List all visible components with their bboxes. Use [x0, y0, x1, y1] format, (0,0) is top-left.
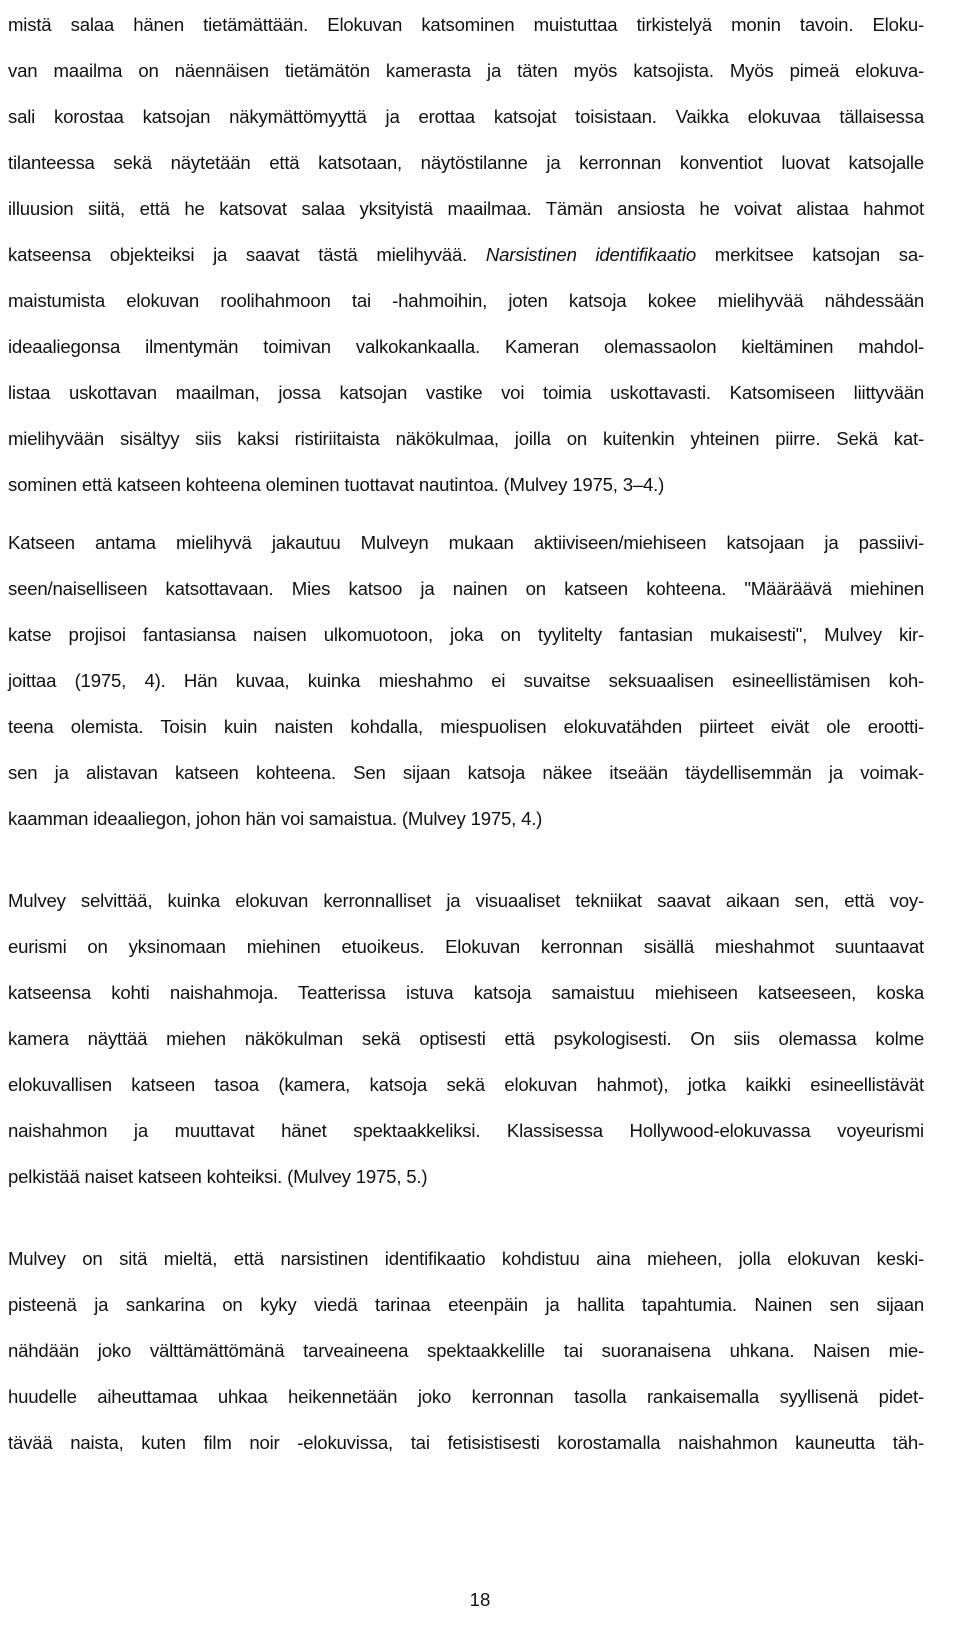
text-line: [8, 278, 924, 324]
line-text: katseensa objekteiksi ja saavat tästä mielihyvää.: [8, 244, 468, 265]
paragraph: [8, 2, 924, 508]
line-text: listaa uskottavan maailman, jossa katsojan vastike voi toimia uskottavasti. Katsomiseen liittyvään: [8, 382, 924, 403]
text-line: [8, 658, 924, 704]
text-line: [8, 878, 924, 924]
line-text: Mulvey on sitä mieltä, että narsistinen identifikaatio kohdistuu aina mieheen, jolla elokuvan keski-: [8, 1248, 924, 1269]
text-line: [8, 750, 924, 796]
line-text: tilanteessa sekä näytetään että katsotaan, näytöstilanne ja kerronnan konventiot luovat katsojalle: [8, 152, 924, 173]
text-line: [8, 370, 924, 416]
line-text: maistumista elokuvan roolihahmoon tai -hahmoihin, joten katsoja kokee mielihyvää nähdessään: [8, 290, 924, 311]
text-line: [8, 1016, 924, 1062]
text-line: [8, 1154, 924, 1200]
line-text-continued: merkitsee katsojan sa-: [696, 244, 924, 265]
text-line: [8, 2, 924, 48]
line-text: eurismi on yksinomaan miehinen etuoikeus. Elokuvan kerronnan sisällä mieshahmot suuntaavat: [8, 936, 924, 957]
line-text: mielihyvään sisältyy siis kaksi ristiriitaista näkökulmaa, joilla on kuitenkin yhteinen piirre. Sekä kat-: [8, 428, 924, 449]
text-line: [8, 1062, 924, 1108]
paragraph: [8, 520, 924, 842]
line-text: huudelle aiheuttamaa uhkaa heikennetään joko kerronnan tasolla rankaisemalla syyllisenä pidet-: [8, 1386, 924, 1407]
text-line: [8, 1328, 924, 1374]
line-text: kamera näyttää miehen näkökulman sekä optisesti että psykologisesti. On siis olemassa kolme: [8, 1028, 924, 1049]
line-text: Mulvey selvittää, kuinka elokuvan kerronnalliset ja visuaaliset tekniikat saavat aikaan sen, että voy-: [8, 890, 924, 911]
paragraph: [8, 878, 924, 1200]
line-text: joittaa (1975, 4). Hän kuvaa, kuinka mieshahmo ei suvaitse seksuaalisen esineellistämisen koh-: [8, 670, 924, 691]
line-text: sominen että katseen kohteena oleminen tuottavat nautintoa. (Mulvey 1975, 3–4.): [8, 474, 665, 495]
line-text: teena olemista. Toisin kuin naisten kohdalla, miespuolisen elokuvatähden piirteet eivät ole erootti-: [8, 716, 924, 737]
text-line: [8, 324, 924, 370]
text-line: [8, 520, 924, 566]
text-line: [8, 1108, 924, 1154]
text-line: [8, 48, 924, 94]
line-text: naishahmon ja muuttavat hänet spektaakkeliksi. Klassisessa Hollywood-elokuvassa voyeurismi: [8, 1120, 924, 1141]
text-line: [8, 1236, 924, 1282]
text-line: [8, 612, 924, 658]
text-line: [8, 462, 924, 508]
line-text: ideaaliegonsa ilmentymän toimivan valkokankaalla. Kameran olemassaolon kieltäminen mahdol-: [8, 336, 924, 357]
text-line: [8, 1374, 924, 1420]
line-text: seen/naiselliseen katsottavaan. Mies katsoo ja nainen on katseen kohteena. "Määräävä miehinen: [8, 578, 924, 599]
text-line: [8, 186, 924, 232]
line-text: Katseen antama mielihyvä jakautuu Mulveyn mukaan aktiiviseen/miehiseen katsojaan ja passiivi-: [8, 532, 924, 553]
line-text: mistä salaa hänen tietämättään. Elokuvan katsominen muistuttaa tirkistelyä monin tavoin. Eloku-: [8, 14, 924, 35]
text-line: [8, 566, 924, 612]
text-line: [8, 1282, 924, 1328]
line-text: illuusion siitä, että he katsovat salaa yksityistä maailmaa. Tämän ansiosta he voivat alistaa hahmot: [8, 198, 924, 219]
text-line: [8, 924, 924, 970]
text-line: [8, 970, 924, 1016]
line-text: sali korostaa katsojan näkymättömyyttä ja erottaa katsojat toisistaan. Vaikka elokuvaa tällaisessa: [8, 106, 924, 127]
line-text: van maailma on näennäisen tietämätön kamerasta ja täten myös katsojista. Myös pimeä elokuva-: [8, 60, 924, 81]
text-line: [8, 94, 924, 140]
line-text: pelkistää naiset katseen kohteiksi. (Mulvey 1975, 5.): [8, 1166, 428, 1187]
text-line: [8, 796, 924, 842]
text-line: [8, 1420, 924, 1466]
line-text: pisteenä ja sankarina on kyky viedä tarinaa eteenpäin ja hallita tapahtumia. Nainen sen sijaan: [8, 1294, 924, 1315]
text-line: [8, 704, 924, 750]
italic-term: Narsistinen identifikaatio: [485, 244, 697, 265]
text-line: [8, 416, 924, 462]
line-text: katse projisoi fantasiansa naisen ulkomuotoon, joka on tyylitelty fantasian mukaisesti", Mulvey kir-: [8, 624, 924, 645]
line-text: tävää naista, kuten film noir -elokuvissa, tai fetisistisesti korostamalla naishahmon kauneutta täh-: [8, 1432, 924, 1453]
line-text: nähdään joko välttämättömänä tarveaineena spektaakkelille tai suoranaisena uhkana. Naisen mie-: [8, 1340, 924, 1361]
text-line: [8, 140, 924, 186]
line-text: kaamman ideaaliegon, johon hän voi samaistua. (Mulvey 1975, 4.): [8, 808, 543, 829]
page-number: 18: [469, 1589, 491, 1610]
line-text: elokuvallisen katseen tasoa (kamera, katsoja sekä elokuvan hahmot), jotka kaikki esineellistävät: [8, 1074, 924, 1095]
line-text: sen ja alistavan katseen kohteena. Sen sijaan katsoja näkee itseään täydellisemmän ja voimak-: [8, 762, 924, 783]
text-line: [8, 232, 924, 278]
line-text: katseensa kohti naishahmoja. Teatterissa istuva katsoja samaistuu miehiseen katseeseen, koska: [8, 982, 924, 1003]
paragraph: [8, 1236, 924, 1466]
